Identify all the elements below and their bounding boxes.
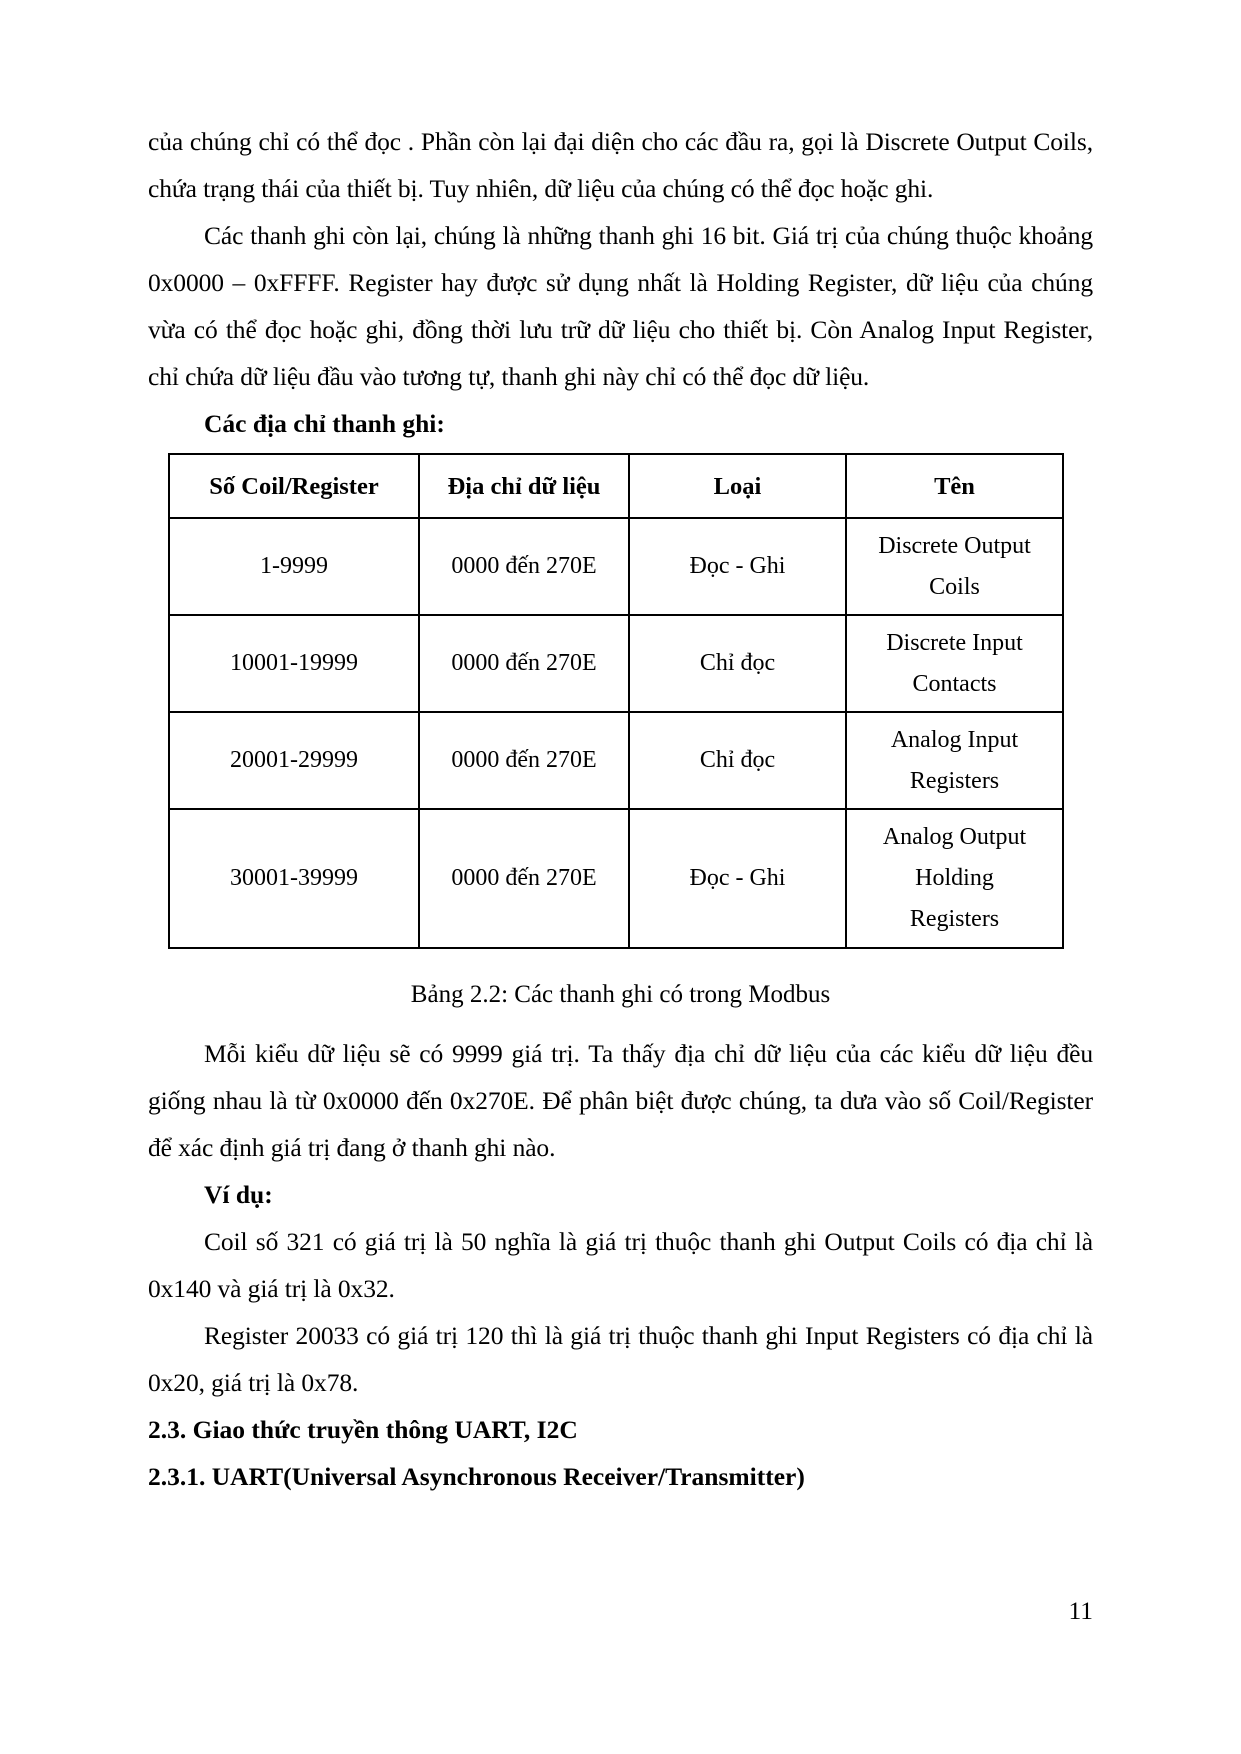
paragraph-registers-description: Các thanh ghi còn lại, chúng là những thanh ghi 16 bit. Giá trị của chúng thuộc khoảng 0x0000 – 0xFFFF. Register hay được sử dụng nhất là Holding Register, dữ liệu của chúng vừa có thể đọc hoặc ghi, đồng thời lưu trữ dữ liệu cho thiết bị. Còn Analog Input Register, chỉ chứa dữ liệu đầu vào tương tự, thanh ghi này chỉ có thể đọc dữ liệu. bbox=[148, 221, 1093, 391]
cell-name-line: Registers bbox=[909, 906, 1000, 932]
table-row bbox=[169, 809, 1063, 948]
cell-name-line: Registers bbox=[909, 767, 1000, 794]
cell-name bbox=[846, 615, 1063, 712]
column-header-type: Loại bbox=[629, 454, 846, 518]
table-row bbox=[169, 518, 1063, 615]
table-row bbox=[169, 615, 1063, 712]
paragraph-example-register: Register 20033 có giá trị 120 thì là giá trị thuộc thanh ghi Input Registers có địa chỉ là 0x20, giá trị là 0x78. bbox=[148, 1321, 1093, 1397]
cell-name-line: Coils bbox=[929, 573, 980, 600]
table-caption: Bảng 2.2: Các thanh ghi có trong Modbus bbox=[410, 981, 831, 1008]
cell-data-address: 0000 đến 270E bbox=[419, 615, 629, 712]
cell-name-line: Contacts bbox=[912, 670, 997, 697]
column-header-data-address: Địa chỉ dữ liệu bbox=[419, 454, 629, 518]
spacer bbox=[148, 1018, 1093, 1030]
cell-type: Chỉ đọc bbox=[629, 615, 846, 712]
cell-name-line: Holding bbox=[915, 865, 994, 891]
paragraph-intro-continued: của chúng chỉ có thể đọc . Phần còn lại đại diện cho các đầu ra, gọi là Discrete Output Coils, chứa trạng thái của thiết bị. Tuy nhiên, dữ liệu của chúng có thể đọc hoặc ghi. bbox=[148, 127, 1093, 203]
table-body bbox=[169, 518, 1063, 948]
column-header-coil-register: Số Coil/Register bbox=[169, 454, 419, 518]
cell-name-line: Analog Input bbox=[890, 726, 1019, 753]
table-header bbox=[169, 454, 1063, 518]
cell-data-address: 0000 đến 270E bbox=[419, 712, 629, 809]
cell-coil-register: 20001-29999 bbox=[169, 712, 419, 809]
cell-coil-register: 30001-39999 bbox=[169, 809, 419, 948]
table-row bbox=[169, 712, 1063, 809]
cell-coil-register: 10001-19999 bbox=[169, 615, 419, 712]
cell-name-line: Discrete Output bbox=[878, 532, 1031, 559]
cell-name bbox=[846, 712, 1063, 809]
register-address-table bbox=[168, 453, 1064, 949]
heading-example: Ví dụ: bbox=[204, 1180, 273, 1209]
cell-type: Đọc - Ghi bbox=[629, 809, 846, 948]
column-header-name: Tên bbox=[846, 454, 1063, 518]
cell-data-address: 0000 đến 270E bbox=[419, 518, 629, 615]
table-header-row bbox=[169, 454, 1063, 518]
cell-coil-register: 1-9999 bbox=[169, 518, 419, 615]
page-number: 11 bbox=[1068, 1596, 1093, 1625]
cell-name-line: Discrete Input bbox=[886, 629, 1023, 656]
paragraph-data-types: Mỗi kiểu dữ liệu sẽ có 9999 giá trị. Ta thấy địa chỉ dữ liệu của các kiểu dữ liệu đều giống nhau là từ 0x0000 đến 0x270E. Để phân biệt được chúng, ta dưa vào số Coil/Register để xác định giá trị đang ở thanh ghi nào. bbox=[148, 1039, 1093, 1162]
paragraph-example-coil: Coil số 321 có giá trị là 50 nghĩa là giá trị thuộc thanh ghi Output Coils có địa chỉ là 0x140 và giá trị là 0x32. bbox=[148, 1227, 1093, 1303]
heading-register-addresses: Các địa chỉ thanh ghi: bbox=[204, 409, 445, 438]
cell-name-line: Analog Output bbox=[882, 824, 1027, 850]
heading-section-2-3-1: 2.3.1. UART(Universal Asynchronous Receiver/Transmitter) bbox=[148, 1462, 805, 1491]
heading-section-2-3: 2.3. Giao thức truyền thông UART, I2C bbox=[148, 1415, 578, 1444]
cell-name bbox=[846, 518, 1063, 615]
cell-type: Chỉ đọc bbox=[629, 712, 846, 809]
cell-type: Đọc - Ghi bbox=[629, 518, 846, 615]
page-content bbox=[148, 118, 1093, 1500]
cell-data-address: 0000 đến 270E bbox=[419, 809, 629, 948]
cell-name bbox=[846, 809, 1063, 948]
